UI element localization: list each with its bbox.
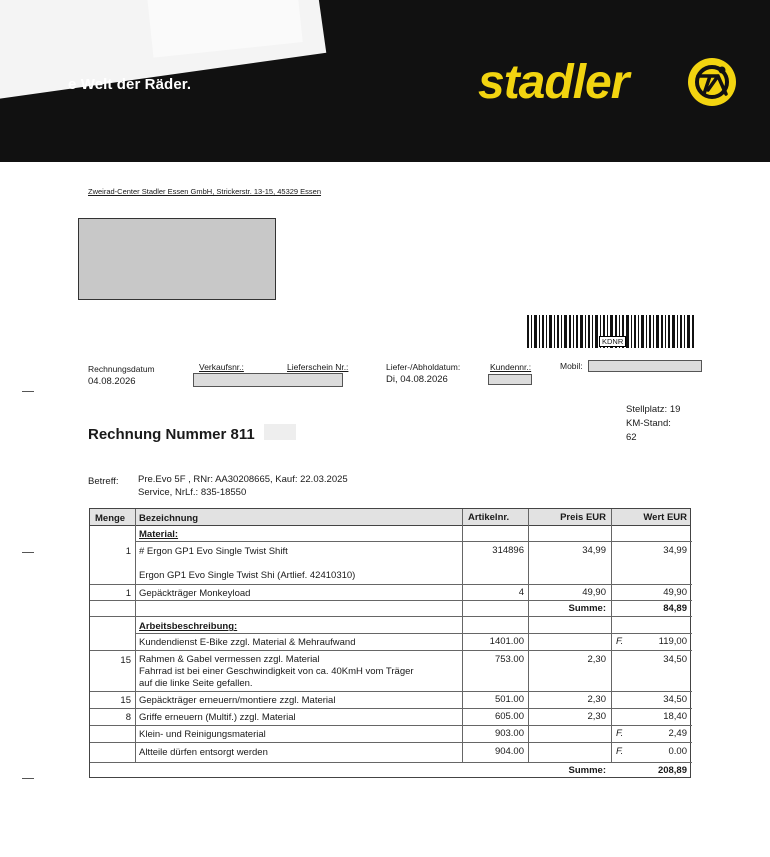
row-article-number: 314896 [492,545,524,556]
mobile-redacted [588,360,702,372]
invoice-date: 04.08.2026 [88,376,136,387]
row-article-number: 904.00 [494,746,524,757]
row-value: 34,50 [663,694,687,705]
invoice-table [89,508,691,778]
parking-spot: Stellplatz: 19 [626,404,681,415]
col-header-article-number: Artikelnr. [468,512,510,523]
row-description: Klein- und Reinigungsmaterial [139,729,266,740]
row-value: 2,49 [668,728,687,739]
customer-number-redacted [488,374,532,385]
customer-number-label: Kundennr.: [490,362,532,372]
row-description: Fahrrad ist bei einer Geschwindigkeit von ca. 40KmH vom Träger [139,666,414,677]
fold-mark [22,391,34,392]
row-price: 34,99 [582,545,606,556]
section-heading-material: Material: [139,529,179,540]
row-article-number: 605.00 [494,711,524,722]
row-quantity: 15 [120,695,131,706]
row-flat-rate-marker: F. [616,746,624,757]
col-header-quantity: Menge [95,513,126,524]
row-description: Kundendienst E-Bike zzgl. Material & Mehraufwand [139,637,356,648]
row-value: 34,50 [663,654,687,665]
row-price: 2,30 [587,654,606,665]
total-label: Summe: [568,765,606,776]
row-description: Gepäckträger erneuern/montiere zzgl. Material [139,695,336,706]
col-header-description: Bezeichnung [139,513,199,524]
mobile-label: Mobil: [560,361,583,371]
row-flat-rate-marker: F. [616,636,624,647]
subject-line-2: Service, NrLf.: 835-18550 [138,487,247,498]
subtotal-value: 84,89 [663,603,687,614]
km-label: KM-Stand: [626,418,671,429]
fold-mark [22,778,34,779]
recipient-address-redacted [78,218,276,300]
invoice-number-redacted [264,424,296,440]
delivery-date: Di, 04.08.2026 [386,374,448,385]
sender-address-line: Zweirad-Center Stadler Essen GmbH, Strickerstr. 13-15, 45329 Essen [88,187,322,196]
row-description: Ergon GP1 Evo Single Twist Shi (Artlief. 42410310) [139,570,356,581]
subtotal-label: Summe: [568,603,606,614]
barcode-label: KDNR [599,336,626,347]
subject-line-1: Pre.Evo 5F , RNr: AA30208665, Kauf: 22.03.2025 [138,474,348,485]
col-header-value: Wert EUR [643,512,687,523]
row-value: 49,90 [663,587,687,598]
km-value: 62 [626,432,637,443]
letterhead-banner [0,0,770,162]
row-article-number: 753.00 [494,654,524,665]
row-value: 0.00 [668,746,687,757]
logo-wordmark: stadler [478,56,629,109]
row-quantity: 15 [120,655,131,666]
sales-number-redacted [193,373,343,387]
stadler-logo [478,54,744,116]
invoice-date-label: Rechnungsdatum [88,364,155,374]
row-price: 2,30 [587,711,606,722]
row-description: Altteile dürfen entsorgt werden [139,747,268,758]
row-price: 49,90 [582,587,606,598]
row-quantity: 1 [125,546,131,557]
row-article-number: 501.00 [494,694,524,705]
row-description: Rahmen & Gabel vermessen zzgl. Material [139,654,320,665]
row-article-number: 1401.00 [489,636,524,647]
row-value: 18,40 [663,711,687,722]
row-description: Griffe erneuern (Multif.) zzgl. Material [139,712,296,723]
fold-mark [22,552,34,553]
row-value: 119,00 [658,636,687,647]
bicycle-wheel-icon [688,58,736,106]
row-article-number: 4 [518,587,524,598]
row-description: auf die linke Seite gefallen. [139,678,253,689]
row-flat-rate-marker: F. [616,728,624,739]
delivery-note-label: Lieferschein Nr.: [287,362,349,372]
section-heading-labor: Arbeitsbeschreibung: [139,621,238,632]
row-price: 2,30 [587,694,606,705]
row-quantity: 8 [125,712,131,723]
total-value: 208,89 [657,765,687,776]
sales-number-label: Verkaufsnr.: [199,362,244,372]
row-description: Gepäckträger Monkeyload [139,588,251,599]
invoice-title: Rechnung Nummer 811 [88,426,255,443]
row-description: # Ergon GP1 Evo Single Twist Shift [139,546,288,557]
row-article-number: 903.00 [494,728,524,739]
delivery-date-label: Liefer-/Abholdatum: [386,362,461,372]
row-quantity: 1 [125,588,131,599]
col-header-price: Preis EUR [560,512,606,523]
subject-label: Betreff: [88,476,119,487]
row-value: 34,99 [663,545,687,556]
company-tagline: e Welt der Räder. [68,76,192,93]
